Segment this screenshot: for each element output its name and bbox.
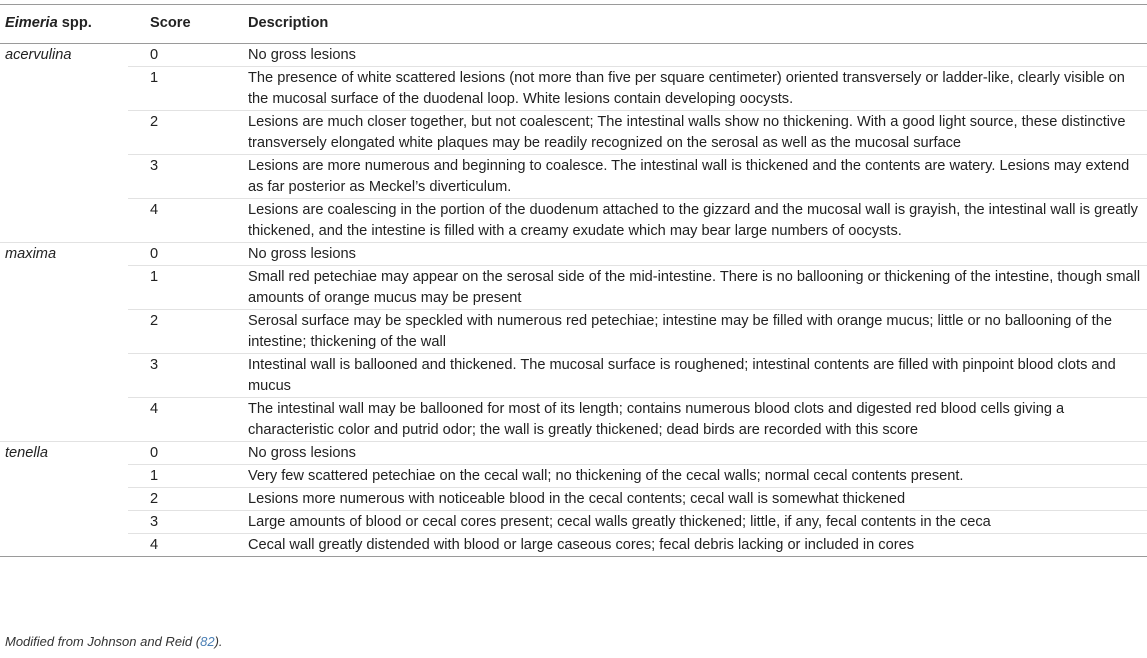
table-row [0, 155, 1147, 199]
cell-species [0, 398, 128, 442]
cell-score: 0 [128, 243, 248, 266]
table-row [0, 442, 1147, 465]
cell-score: 0 [128, 442, 248, 465]
cell-description: Very few scattered petechiae on the cecal wall; no thickening of the cecal walls; normal cecal contents present. [248, 465, 1147, 488]
cell-species [0, 199, 128, 243]
cell-species [0, 465, 128, 488]
header-species-suffix: spp. [57, 15, 92, 31]
cell-description: Cecal wall greatly distended with blood or large caseous cores; fecal debris lacking or included in cores [248, 534, 1147, 557]
cell-description: Serosal surface may be speckled with numerous red petechiae; intestine may be filled with orange mucus; little or no ballooning of the intestine; thickening of the wall [248, 310, 1147, 354]
cell-species: acervulina [5, 47, 72, 63]
header-species [0, 5, 128, 44]
cell-description: The intestinal wall may be ballooned for most of its length; contains numerous blood clots and digested red blood cells giving a characteristic color and putrid odor; the wall is greatly thickened; dead birds are recorded with this score [248, 398, 1147, 442]
table-row [0, 354, 1147, 398]
table-row [0, 199, 1147, 243]
cell-species [0, 155, 128, 199]
cell-description: No gross lesions [248, 442, 1147, 465]
table-row [0, 534, 1147, 557]
cell-description: Intestinal wall is ballooned and thickened. The mucosal surface is roughened; intestinal contents are filled with pinpoint blood clots and mucus [248, 354, 1147, 398]
cell-score: 4 [128, 398, 248, 442]
table-body [0, 44, 1147, 557]
table-row [0, 398, 1147, 442]
table-row [0, 465, 1147, 488]
header-score: Score [128, 5, 248, 44]
cell-description: No gross lesions [248, 243, 1147, 266]
cell-description: Large amounts of blood or cecal cores present; cecal walls greatly thickened; little, if any, fecal contents in the ceca [248, 511, 1147, 534]
cell-score: 4 [128, 199, 248, 243]
cell-score: 2 [128, 310, 248, 354]
header-description: Description [248, 5, 1147, 44]
table-row [0, 243, 1147, 266]
table-footnote [5, 634, 223, 649]
cell-score: 2 [128, 488, 248, 511]
cell-species [0, 266, 128, 310]
cell-description: Lesions are much closer together, but not coalescent; The intestinal walls show no thickening. With a good light source, these distinctive transversely elongated white plaques may be readily recognized on the serosal as well as the mucosal surface [248, 111, 1147, 155]
cell-score: 1 [128, 465, 248, 488]
cell-description: The presence of white scattered lesions (not more than five per square centimeter) oriented transversely or ladder-like, clearly visible on the mucosal surface of the duodenal loop. White lesions contain developing oocysts. [248, 67, 1147, 111]
cell-species [0, 534, 128, 557]
lesion-score-table [0, 4, 1147, 557]
table-header [0, 5, 1147, 44]
header-row [0, 5, 1147, 44]
cell-description: Lesions more numerous with noticeable blood in the cecal contents; cecal wall is somewhat thickened [248, 488, 1147, 511]
cell-score: 1 [128, 67, 248, 111]
footnote-reference-link[interactable]: 82 [200, 634, 215, 649]
table-row [0, 488, 1147, 511]
cell-species [0, 511, 128, 534]
table-row [0, 44, 1147, 67]
cell-description: No gross lesions [248, 44, 1147, 67]
footnote-text-after: ). [214, 634, 223, 649]
table-row [0, 266, 1147, 310]
cell-species: maxima [5, 246, 57, 262]
cell-score: 3 [128, 155, 248, 199]
cell-species [0, 67, 128, 111]
cell-score: 1 [128, 266, 248, 310]
cell-score: 3 [128, 511, 248, 534]
header-species-genus: Eimeria [5, 15, 58, 31]
table-row [0, 310, 1147, 354]
cell-description: Lesions are coalescing in the portion of the duodenum attached to the gizzard and the mucosal wall is grayish, the intestinal wall is greatly thickened, and the intestine is filled with a creamy exudate which may bear large numbers of oocysts. [248, 199, 1147, 243]
cell-species [0, 354, 128, 398]
cell-description: Small red petechiae may appear on the serosal side of the mid-intestine. There is no ballooning or thickening of the intestine, though small amounts of orange mucus may be present [248, 266, 1147, 310]
cell-score: 2 [128, 111, 248, 155]
cell-description: Lesions are more numerous and beginning to coalesce. The intestinal wall is thickened and the contents are watery. Lesions may extend as far posterior as Meckel’s diverticulum. [248, 155, 1147, 199]
footnote-text-before: Modified from Johnson and Reid ( [5, 634, 201, 649]
cell-score: 4 [128, 534, 248, 557]
table-row [0, 511, 1147, 534]
cell-score: 3 [128, 354, 248, 398]
cell-species: tenella [5, 445, 49, 461]
cell-species [0, 111, 128, 155]
table-row [0, 111, 1147, 155]
cell-score: 0 [128, 44, 248, 67]
table-row [0, 67, 1147, 111]
cell-species [0, 488, 128, 511]
cell-species [0, 310, 128, 354]
